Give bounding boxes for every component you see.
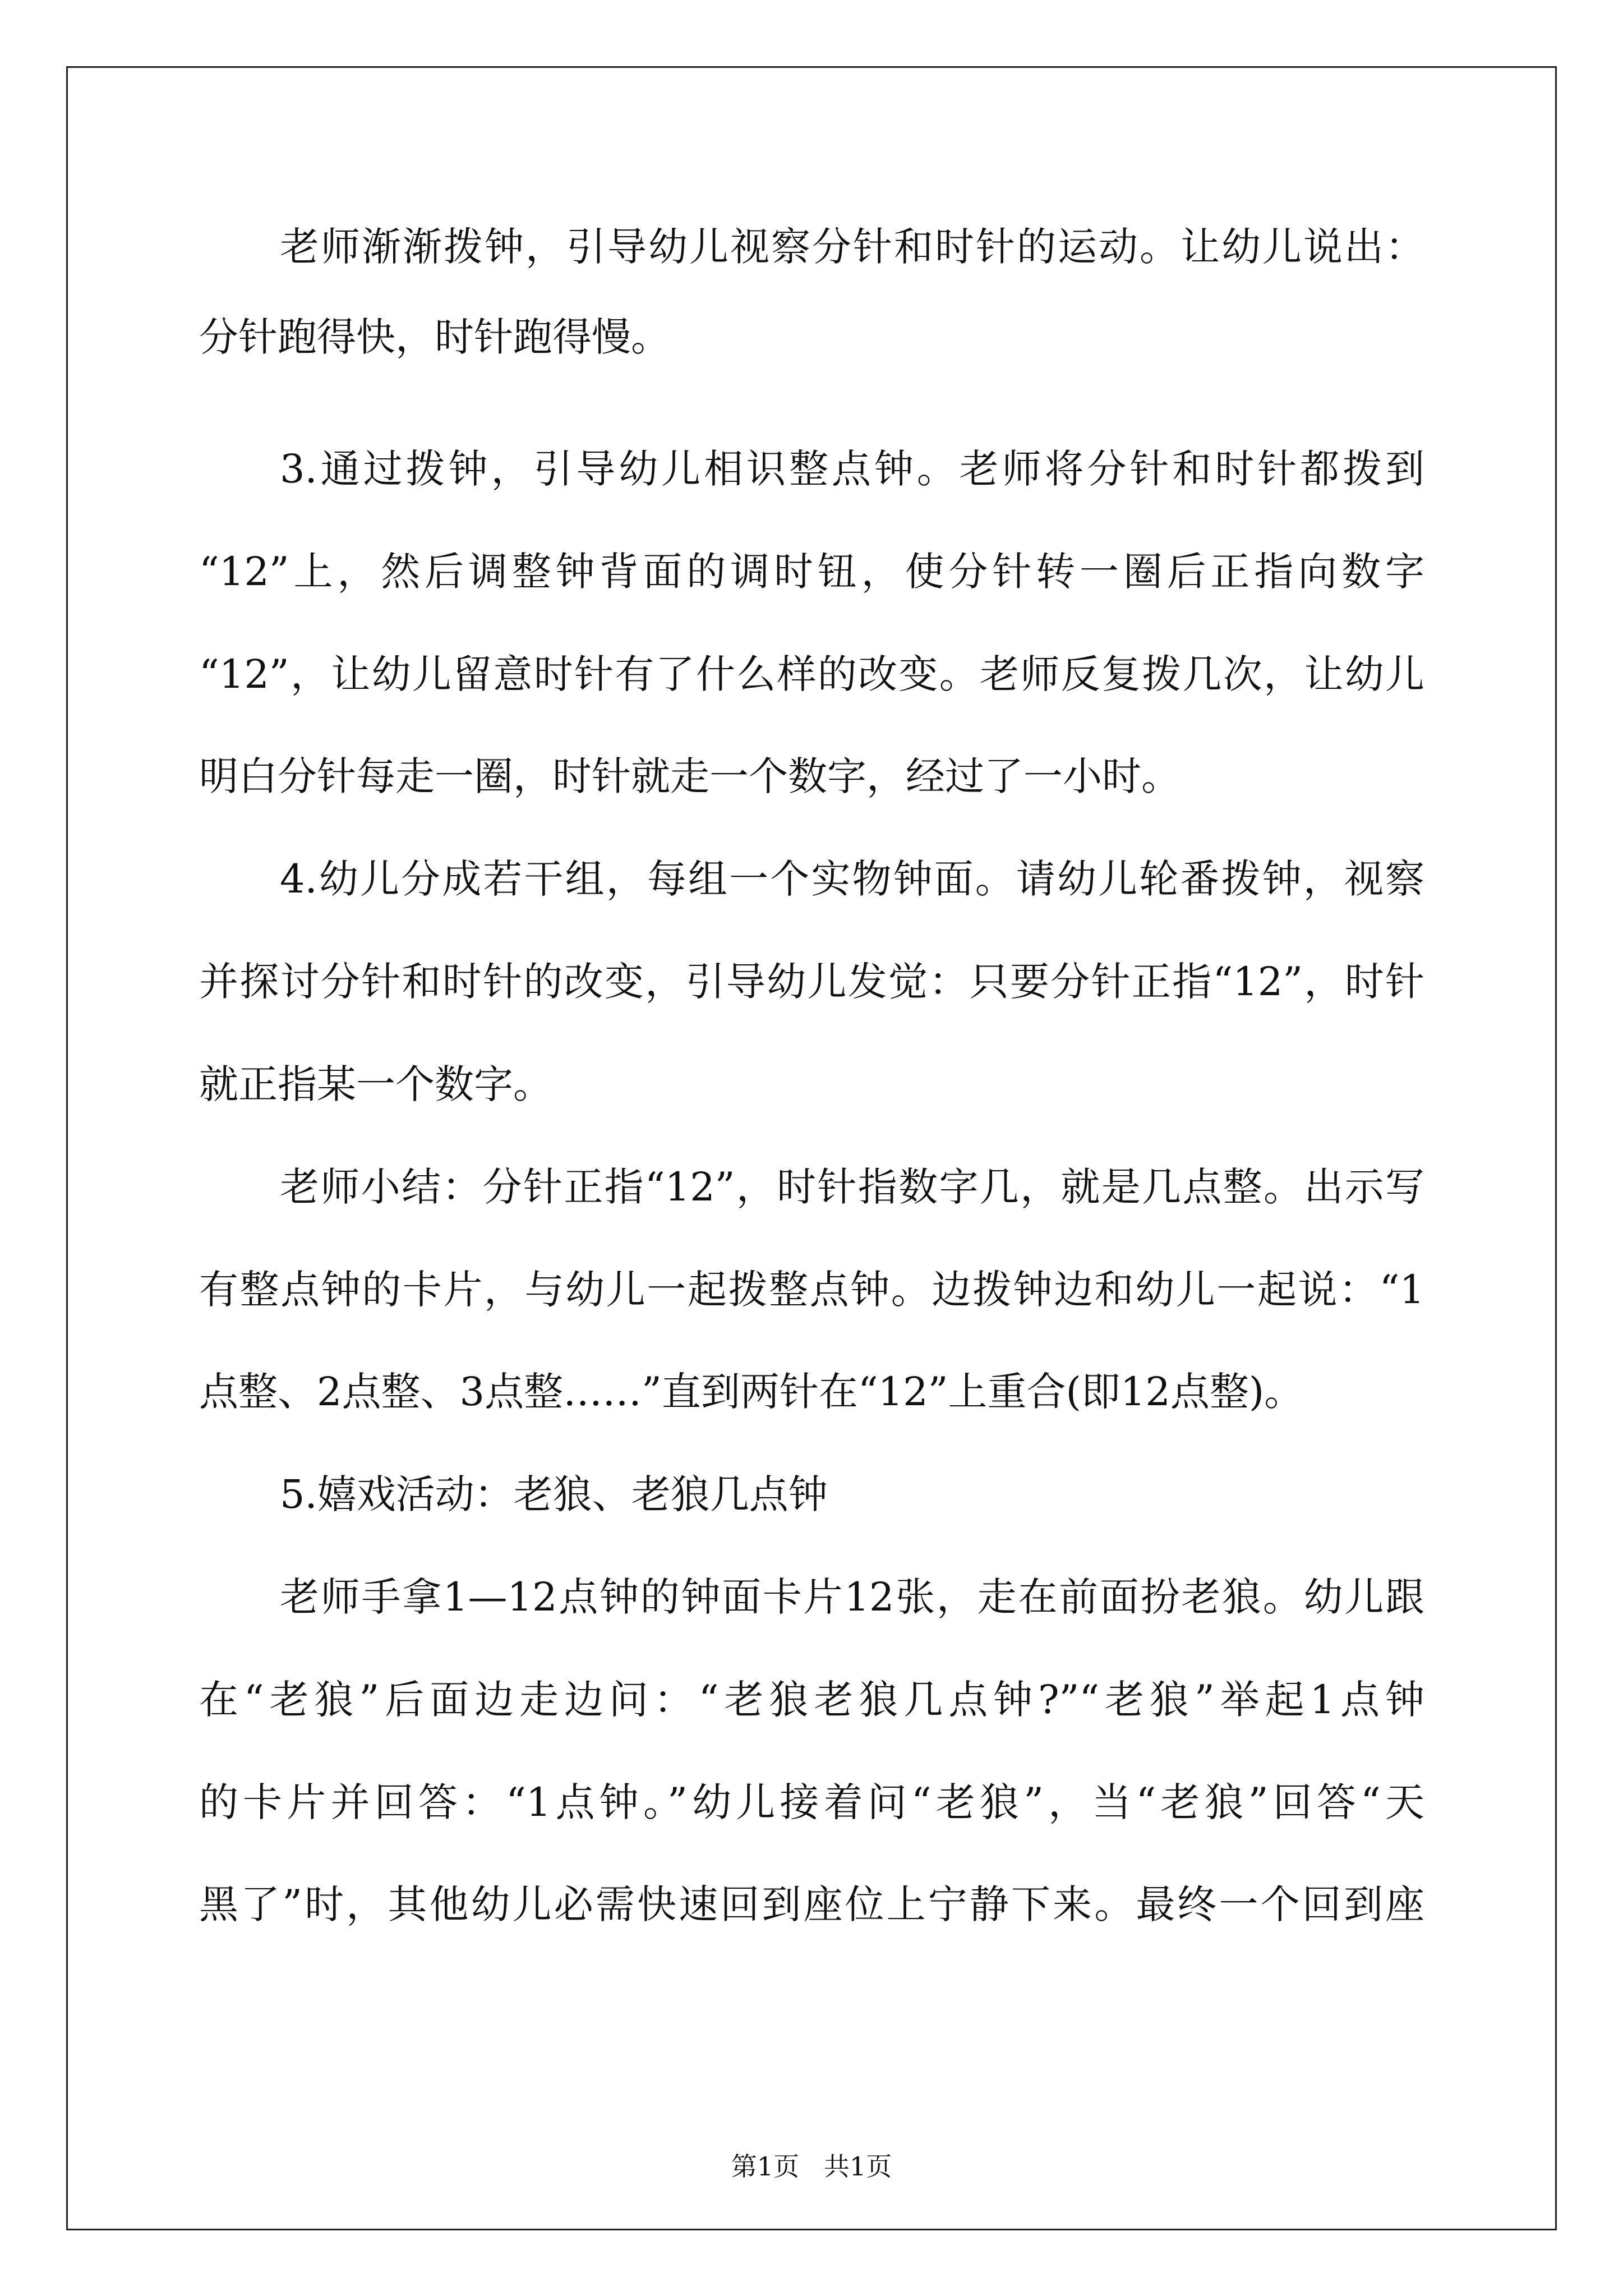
page-footer <box>0 2150 1623 2183</box>
text-line-12: 点整、2点整、3点整……”直到两针在“12”上重合(即12点整)。 <box>199 1369 1304 1415</box>
text-line-7: 4.幼儿分成若干组，每组一个实物钟面。请幼儿轮番拨钟，视察 <box>280 856 1424 902</box>
text-line-16: 的卡片并回答：“1点钟。”幼儿接着问“老狼”，当“老狼”回答“天 <box>199 1779 1424 1825</box>
text-line-13: 5.嬉戏活动：老狼、老狼几点钟 <box>280 1471 828 1517</box>
text-line-15: 在“老狼”后面边走边问：“老狼老狼几点钟?”“老狼”举起1点钟 <box>199 1677 1424 1723</box>
text-line-9: 就正指某一个数字。 <box>199 1061 552 1107</box>
text-line-2: 分针跑得快，时针跑得慢。 <box>199 314 670 360</box>
text-line-11: 有整点钟的卡片，与幼儿一起拨整点钟。边拨钟边和幼儿一起说：“1 <box>199 1267 1424 1313</box>
text-line-17: 黑了”时，其他幼儿必需快速回到座位上宁静下来。最终一个回到座 <box>199 1881 1424 1927</box>
text-line-4: “12”上，然后调整钟背面的调时钮，使分针转一圈后正指向数字 <box>199 549 1424 595</box>
text-line-8: 并探讨分针和时针的改变，引导幼儿发觉：只要分针正指“12”，时针 <box>199 959 1424 1005</box>
page-number: 第1页 共1页 <box>731 2151 892 2182</box>
text-line-10: 老师小结：分针正指“12”，时针指数字几，就是几点整。出示写 <box>280 1164 1424 1210</box>
text-line-1: 老师渐渐拨钟，引导幼儿视察分针和时针的运动。让幼儿说出： <box>280 224 1424 270</box>
text-line-6: 明白分针每走一圈，时针就走一个数字，经过了一小时。 <box>199 753 1181 799</box>
text-line-3: 3.通过拨钟，引导幼儿相识整点钟。老师将分针和时针都拨到 <box>280 446 1424 492</box>
text-line-5: “12”，让幼儿留意时针有了什么样的改变。老师反复拨几次，让幼儿 <box>199 651 1424 697</box>
text-line-14: 老师手拿1—12点钟的钟面卡片12张，走在前面扮老狼。幼儿跟 <box>280 1574 1424 1620</box>
